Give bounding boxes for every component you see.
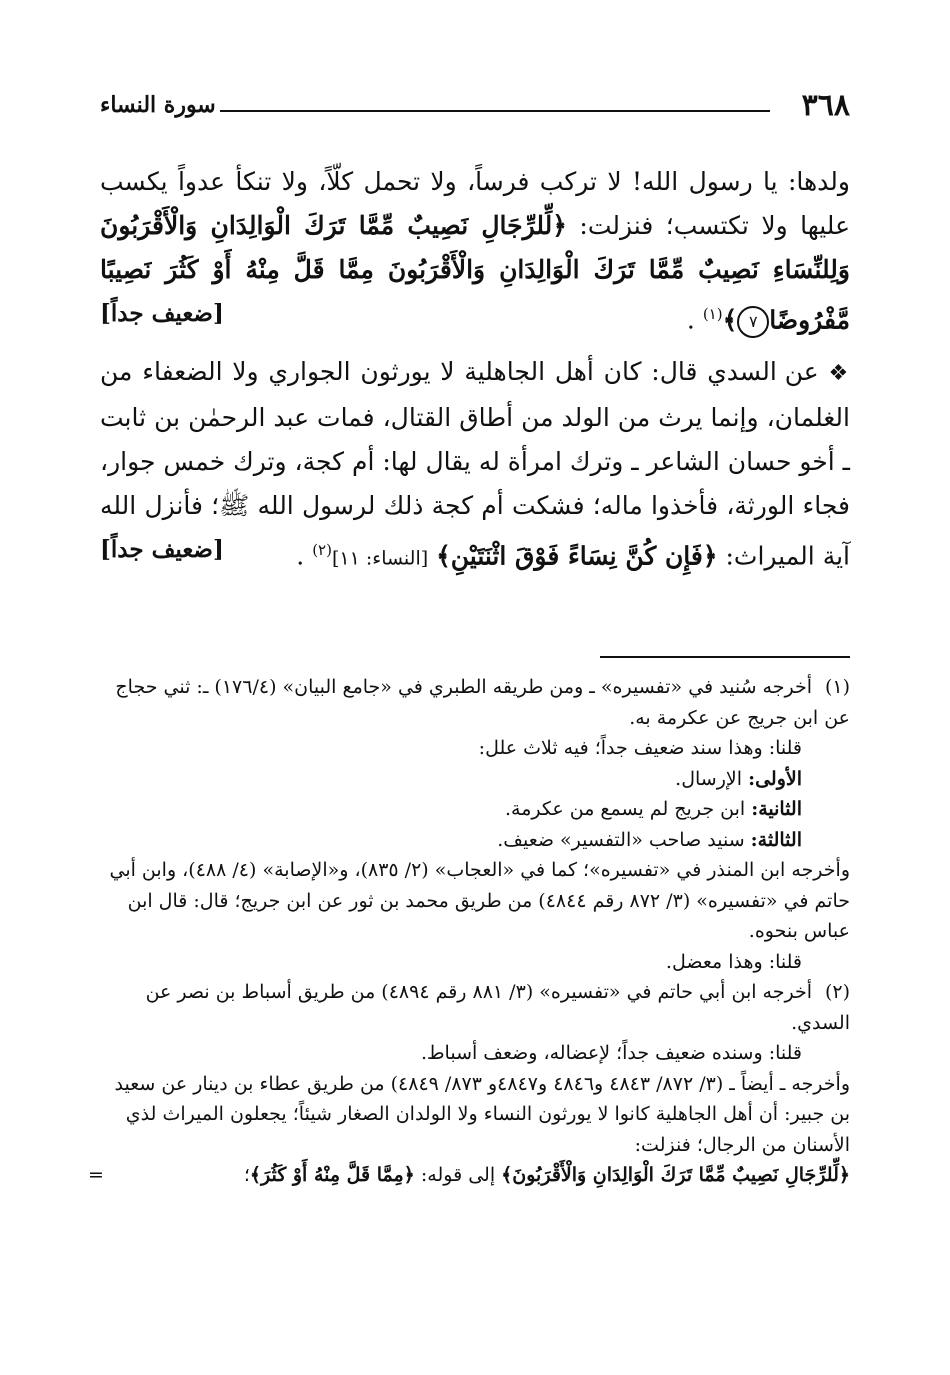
defect-text: ابن جريج لم يسمع من عكرمة. <box>505 798 746 820</box>
footnote-line: قلنا: وسنده ضعيف جداً؛ لإعضاله، وضعف أسباط. <box>420 1042 802 1064</box>
sentence-end: . <box>686 305 695 335</box>
page-number: ٣٦٨ <box>801 88 850 123</box>
verse-reference: [النساء: ١١] <box>331 547 429 570</box>
quran-close-bracket: ﴾ <box>722 305 738 335</box>
footnote-text: ؛ <box>243 1164 250 1186</box>
quran-verse: ﴿مِمَّا قَلَّ مِنْهُ أَوْ كَثُرَ﴾ <box>249 1164 415 1186</box>
footnotes-section <box>88 672 850 1191</box>
ayah-number: ٧ <box>737 306 769 338</box>
footnote-2 <box>88 977 850 1191</box>
defect-label: الثالثة: <box>750 828 802 851</box>
defect-item-1 <box>100 764 850 795</box>
defect-item-2 <box>100 794 850 825</box>
quran-verse: ﴿لِّلرِّجَالِ نَصِيبٌ مِّمَّا تَرَكَ الْوَالِدَانِ وَالْأَقْرَبُونَ﴾ <box>501 1164 850 1186</box>
narration-paragraph-2 <box>100 350 850 580</box>
narration-paragraph-1 <box>100 160 850 350</box>
grade-label-2: [ضعيف جداً] <box>100 536 224 563</box>
header-rule <box>220 110 770 112</box>
footnote-line <box>100 977 850 1038</box>
page-header <box>100 88 850 128</box>
footnote-ref-1[interactable]: (١) <box>702 305 723 323</box>
defect-text: الإرسال. <box>675 767 743 790</box>
footnote-number: (١) <box>824 676 850 698</box>
footnote-paragraph: وأخرجه ـ أيضاً ـ (٣/ ٨٧٢/ ٤٨٤٣ و٤٨٤٦ و٤٨٤٧و ٨٧٣/ ٤٨٤٩) من طريق عطاء بن دينار عن سعيد بن جبير: أن أهل الجاهلية كانوا لا يورثون النساء ولا الولدان الصغار شيئاً؛ يجعلون الميراث لذي الأسنان من الرجال؛ فنزلت: <box>114 1072 850 1156</box>
quran-verse: ﴿فَإِن كُنَّ نِسَاءً فَوْقَ اثْنَتَيْنِ﴾ <box>436 541 718 571</box>
footnote-number: (٢) <box>824 981 850 1003</box>
footnote-text: أخرجه سُنيد في «تفسيره» ـ ومن طريقه الطبري في «جامع البيان» (١٧٦/٤) ـ: ثني حجاج عن ابن جريج عن عكرمة به. <box>115 676 850 729</box>
footnote-text: إلى قوله: <box>420 1164 496 1186</box>
grade-label-1: [ضعيف جداً] <box>100 300 224 327</box>
footnote-text: أخرجه ابن أبي حاتم في «تفسيره» (٣/ ٨٨١ رقم ٤٨٩٤) من طريق أسباط بن نصر عن السدي. <box>145 981 850 1034</box>
quran-verse: ﴿لِّلرِّجَالِ نَصِيبٌ مِّمَّا تَرَكَ الْوَالِدَانِ وَالْأَقْرَبُونَ وَلِلنِّسَاءِ نَصِيبٌ مِّمَّا تَرَكَ الْوَالِدَانِ وَالْأَقْرَبُونَ مِمَّا قَلَّ مِنْهُ أَوْ كَثُرَ نَصِيبًا مَّفْرُوضًا <box>100 211 850 335</box>
paragraph-marker-icon: ❖ <box>828 361 850 386</box>
defect-label: الثانية: <box>751 798 802 820</box>
footnote-line: قلنا: وهذا معضل. <box>665 950 802 973</box>
continuation-mark: = <box>88 1164 104 1186</box>
sentence-end: . <box>296 541 305 571</box>
footnote-paragraph: وأخرجه ابن المنذر في «تفسيره»؛ كما في «العجاب» (٢/ ٨٣٥)، و«الإصابة» (٤/ ٤٨٨)، وابن أبي حاتم في «تفسيره» (٣/ ٨٧٢ رقم ٤٨٤٤) من طريق محمد بن ثور عن ابن جريج؛ قال: قال ابن عباس بنحوه. <box>109 859 850 942</box>
footnote-quran-line <box>100 1160 850 1191</box>
footnote-1 <box>100 672 850 977</box>
footnote-ref-2[interactable]: (٢) <box>312 541 332 559</box>
footnote-separator <box>600 656 850 658</box>
narration-text: ولدها: يا رسول الله! لا تركب فرساً، ولا تحمل كلّاً، ولا تنكأ عدواً يكسب عليها ولا تكتسب؛ فنزلت: <box>100 167 850 240</box>
narration-text: عن السدي قال: كان أهل الجاهلية لا يورثون الجواري ولا الضعفاء من الغلمان، وإنما يرث من الولد من أطاق القتال، فمات عبد الرحمٰن بن ثابت ـ أخو حسان الشاعر ـ وترك امرأة له يقال لها: أم كجة، وترك خمس جوار، فجاء الورثة، فأخذوا ماله؛ فشكت أم كجة ذلك لرسول الله ﷺ؛ فأنزل الله آية الميراث: <box>100 357 850 571</box>
surah-title: سورة النساء <box>100 92 216 118</box>
footnote-line: قلنا: وهذا سند ضعيف جداً؛ فيه ثلاث علل: <box>478 737 802 759</box>
defect-label: الأولى: <box>748 767 802 790</box>
defect-item-3 <box>100 825 850 856</box>
main-text <box>100 160 850 580</box>
defect-text: سنيد صاحب «التفسير» ضعيف. <box>497 828 745 851</box>
footnote-line <box>100 672 850 733</box>
